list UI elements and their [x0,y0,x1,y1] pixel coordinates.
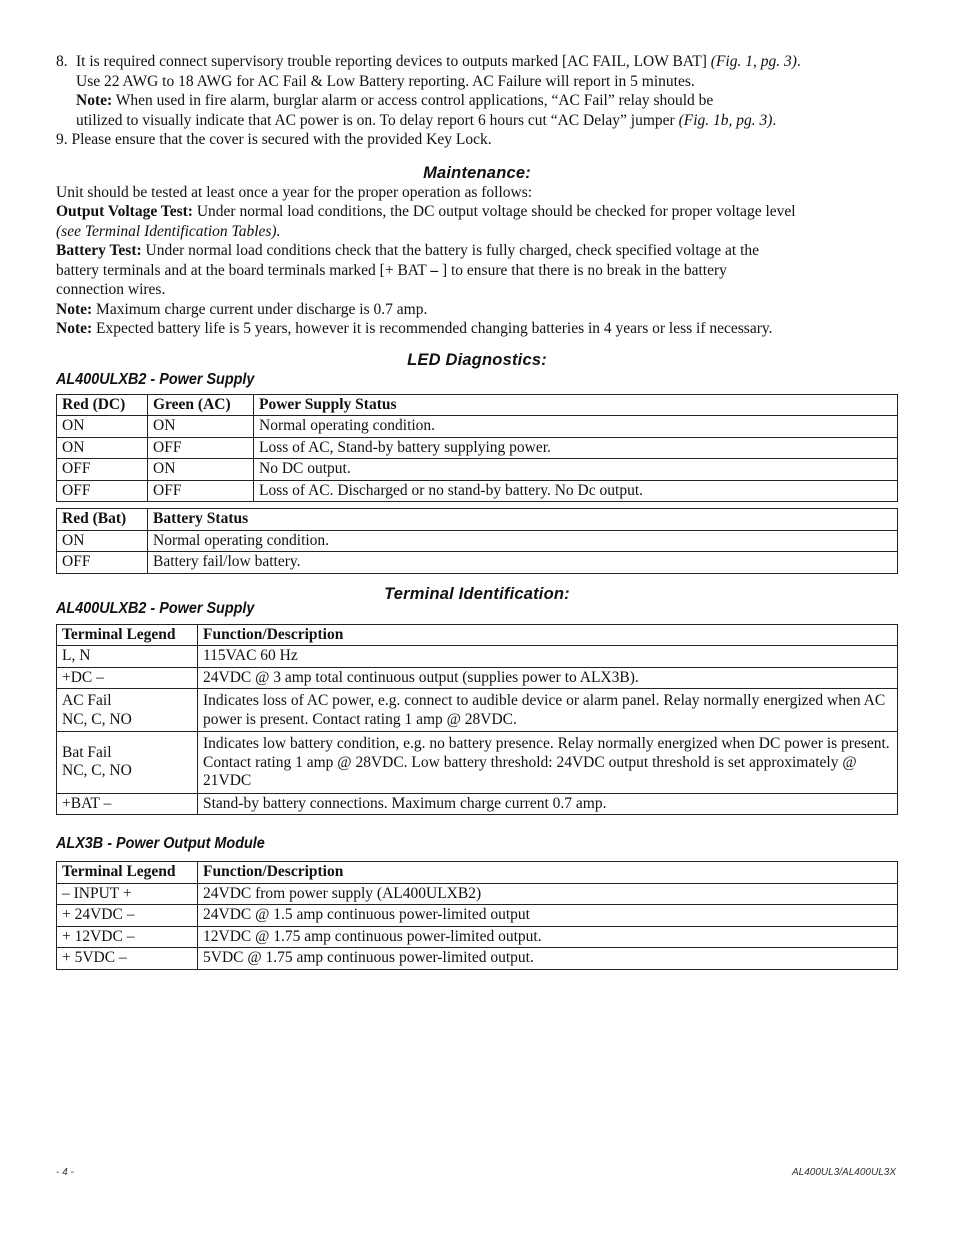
legend-line: AC Fail [62,692,112,709]
table-row [57,459,898,481]
table-header-row [57,624,898,646]
table-cell: + 24VDC – [57,905,198,927]
terminal-subheading: AL400ULXB2 - Power Supply [56,599,255,617]
battery-test-text-4: connection wires. [56,281,166,298]
table-reference: (see Terminal Identification Tables). [56,222,281,240]
table-cell: OFF [148,437,254,459]
note-label: Note: [56,320,93,337]
table-row [57,530,898,552]
table-cell: L, N [57,646,198,668]
figure-reference: (Fig. 1, pg. 3) [710,53,797,70]
battery-test-label: Battery Test: [56,242,142,259]
table-cell: 24VDC @ 1.5 amp continuous power-limited output [198,905,898,927]
table-cell: OFF [148,480,254,502]
item8-line4: utilized to visually indicate that AC power is on. To delay report 6 hours cut “AC Delay” jumper [76,111,679,129]
table-header-row [57,394,898,416]
table-row [57,689,898,732]
table-cell: +DC – [57,667,198,689]
model-footer: AL400UL3/AL400UL3X [792,1167,896,1178]
note-label: Note: [56,300,93,318]
table-row [57,793,898,815]
legend-line: Bat Fail [62,743,112,761]
table-row [57,437,898,459]
led-battery-table [56,508,898,574]
table-cell [57,732,198,794]
alx3b-subheading: ALX3B - Power Output Module [56,835,265,852]
table-row [57,926,898,948]
terminal-identification-heading: Terminal Identification: [384,584,570,603]
table-cell: 115VAC 60 Hz [198,646,898,668]
led-subheading: AL400ULXB2 - Power Supply [56,370,255,388]
page-content [56,52,898,970]
note-label: Note: [76,92,113,109]
table-header-row [57,862,898,884]
page-number: - 4 - [56,1167,74,1178]
note-text: Expected battery life is 5 years, however it is recommended changing batteries in 4 years or less if necessary. [92,320,773,337]
table-cell: 24VDC @ 3 amp total continuous output (supplies power to ALX3B). [198,667,898,689]
table-cell: +BAT – [57,793,198,815]
table-cell: 12VDC @ 1.75 amp continuous power-limited output. [198,926,898,948]
table-cell: Indicates low battery condition, e.g. no battery presence. Relay normally energized when DC power is present. Contact rating 1 amp @ 28VDC. Low battery threshold: 24VDC output threshold is set approximately @ 21VDC [198,732,898,794]
maintenance-intro: Unit should be tested at least once a year for the proper operation as follows: [56,183,533,201]
column-header: Green (AC) [148,394,254,416]
legend-line: NC, C, NO [62,762,132,780]
table-row [57,732,898,794]
minus-sign: – [430,261,439,279]
output-voltage-test-label: Output Voltage Test: [56,203,193,220]
note-text: Maximum charge current under discharge is 0.7 amp. [92,300,428,318]
table-cell: ON [148,459,254,481]
column-header: Power Supply Status [254,394,898,416]
column-header: Red (Bat) [57,509,148,531]
table-cell: 5VDC @ 1.75 amp continuous power-limited output. [198,948,898,970]
terminal-power-supply-table [56,624,898,816]
table-cell: No DC output. [254,459,898,481]
table-cell: ON [57,416,148,438]
table-cell: ON [148,416,254,438]
table-cell: OFF [57,480,148,502]
table-cell [57,689,198,732]
punctuation: . [772,111,777,129]
table-cell: Normal operating condition. [254,416,898,438]
maintenance-heading: Maintenance: [423,163,531,182]
alx3b-output-table [56,861,898,970]
table-cell: OFF [57,459,148,481]
table-cell: Normal operating condition. [148,530,898,552]
punctuation: . [796,53,801,70]
output-voltage-test-text: Under normal load conditions, the DC output voltage should be checked for proper voltage level [192,203,796,220]
column-header: Terminal Legend [57,862,198,884]
table-cell: Battery fail/low battery. [148,552,898,574]
item8-line2: Use 22 AWG to 18 AWG for AC Fail & Low Battery reporting. AC Failure will report in 5 minutes. [76,72,695,90]
led-diagnostics-heading: LED Diagnostics: [407,350,547,369]
figure-reference: (Fig. 1b, pg. 3) [678,111,773,129]
table-row [57,948,898,970]
table-row [57,480,898,502]
table-cell: Indicates loss of AC power, e.g. connect to audible device or alarm panel. Relay normally energized when AC power is present. Contact rating 1 amp @ 28VDC. [198,689,898,732]
column-header: Function/Description [198,862,898,884]
battery-test-text: Under normal load conditions check that the battery is fully charged, check specified voltage at the [141,242,760,259]
table-row [57,416,898,438]
table-cell: Loss of AC. Discharged or no stand-by battery. No Dc output. [254,480,898,502]
table-cell: 24VDC from power supply (AL400ULXB2) [198,883,898,905]
battery-test-text-2: battery terminals and at the board terminals marked [+ BAT [56,261,431,279]
table-row [57,646,898,668]
legend-line: NC, C, NO [62,710,132,728]
table-row [57,905,898,927]
table-row [57,883,898,905]
led-power-supply-table [56,394,898,503]
table-cell: + 5VDC – [57,948,198,970]
column-header: Terminal Legend [57,624,198,646]
table-row [57,667,898,689]
column-header: Red (DC) [57,394,148,416]
table-row [57,552,898,574]
table-cell: – INPUT + [57,883,198,905]
table-cell: ON [57,437,148,459]
column-header: Battery Status [148,509,898,531]
item-number: 8. [56,53,68,70]
instruction-item-8 [56,52,898,130]
column-header: Function/Description [198,624,898,646]
table-cell: + 12VDC – [57,926,198,948]
table-cell: ON [57,530,148,552]
table-cell: OFF [57,552,148,574]
item8-line1: It is required connect supervisory trouble reporting devices to outputs marked [AC FAIL, LOW BAT] [76,53,711,70]
item8-line3: When used in fire alarm, burglar alarm or access control applications, “AC Fail” relay should be [112,92,714,109]
table-cell: Stand-by battery connections. Maximum charge current 0.7 amp. [198,793,898,815]
battery-test-text-3: ] to ensure that there is no break in the battery [438,261,727,279]
instruction-item-9: 9. Please ensure that the cover is secured with the provided Key Lock. [56,131,492,148]
table-cell: Loss of AC, Stand-by battery supplying power. [254,437,898,459]
table-header-row [57,509,898,531]
